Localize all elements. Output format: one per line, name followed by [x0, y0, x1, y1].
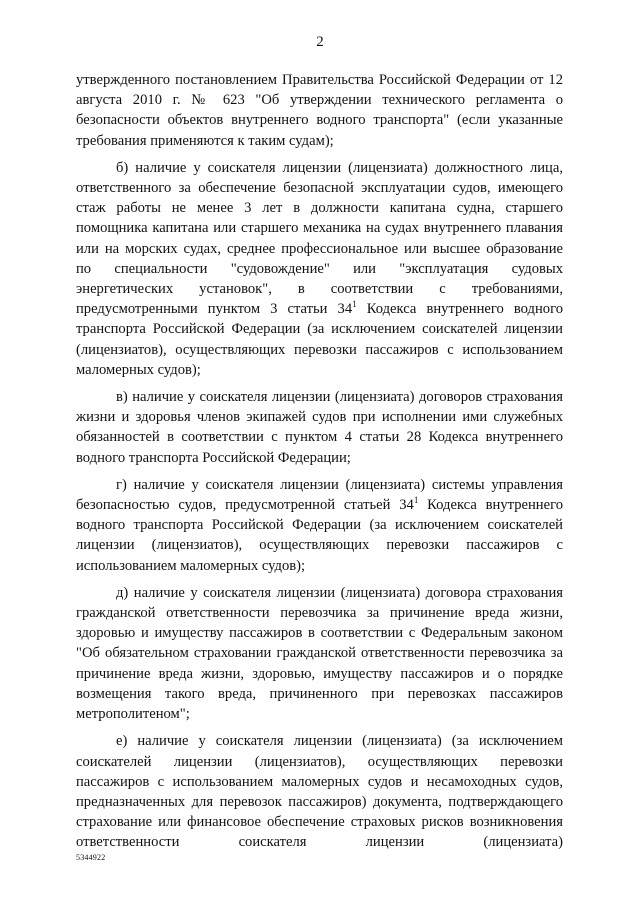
paragraph-g-text-after: Кодекса внутреннего водного транспорта Российской Федерации (за исключением соискателей лицензии (лицензиатов), осуществляющих перевозки пассажиров с использованием маломерных судов);	[76, 497, 563, 574]
superscript: 1	[352, 299, 357, 310]
superscript: 1	[413, 495, 419, 506]
document-code: 5344922	[76, 853, 106, 862]
paragraph-b-text: б) наличие у соискателя лицензии (лицензиата) должностного лица, ответственного за обеспечение безопасной эксплуатации судов, имеющего стаж работы не менее 3 лет в должности капитана судна, старшего помощника капитана или старшего механика на судах внутреннего плавания или на морских судах, среднее профессиональное или высшее образование по специальности "судовождение" или "эксплуатация судовых энергетических установок", в соответствии с требованиями, предусмотренными пунктом 3 статьи 34	[76, 159, 563, 318]
paragraph-b	[76, 158, 563, 380]
paragraph-e: е) наличие у соискателя лицензии (лицензиата) (за исключением соискателей лицензии (лицензиатов), осуществляющих перевозки пассажиров с использованием маломерных судов и несамоходных судов, предназначенных для перевозок пассажиров) документа, подтверждающего страхование или финансовое обеспечение страховых рисков возникновения ответственности соискателя лицензии (лицензиата)	[76, 733, 563, 851]
paragraph-b-text-after: Кодекса внутреннего водного транспорта Российской Федерации (за исключением соискателей лицензии (лицензиатов), осуществляющих перевозки пассажиров с использованием маломерных судов);	[76, 301, 563, 378]
page-number: 2	[316, 34, 324, 50]
paragraph-v: в) наличие у соискателя лицензии (лицензиата) договоров страхования жизни и здоровья членов экипажей судов при исполнении ими служебных обязанностей в соответствии с пунктом 4 статьи 28 Кодекса внутреннего водного транспорта Российской Федерации;	[76, 389, 563, 466]
paragraph-continuation: утвержденного постановлением Правительства Российской Федерации от 12 августа 2010 г. № 623 "Об утверждении технического регламента о безопасности объектов внутреннего водного транспорта" (если указанные требования применяются к таким судам);	[76, 72, 563, 149]
paragraph-g	[76, 475, 563, 576]
paragraph-g-text: г) наличие у соискателя лицензии (лицензиата) системы управления безопасностью судов, предусмотренной статьей 34	[76, 476, 563, 514]
paragraph-d: д) наличие у соискателя лицензии (лицензиата) договора страхования гражданской ответственности перевозчика за причинение вреда жизни, здоровью и имуществу пассажиров в соответствии с Федеральным законом "Об обязательном страховании гражданской ответственности перевозчика за причинение вреда жизни, здоровью, имуществу пассажиров и о порядке возмещения такого вреда, причиненного при перевозках пассажиров метрополитеном";	[76, 584, 563, 723]
document-body	[76, 70, 563, 853]
